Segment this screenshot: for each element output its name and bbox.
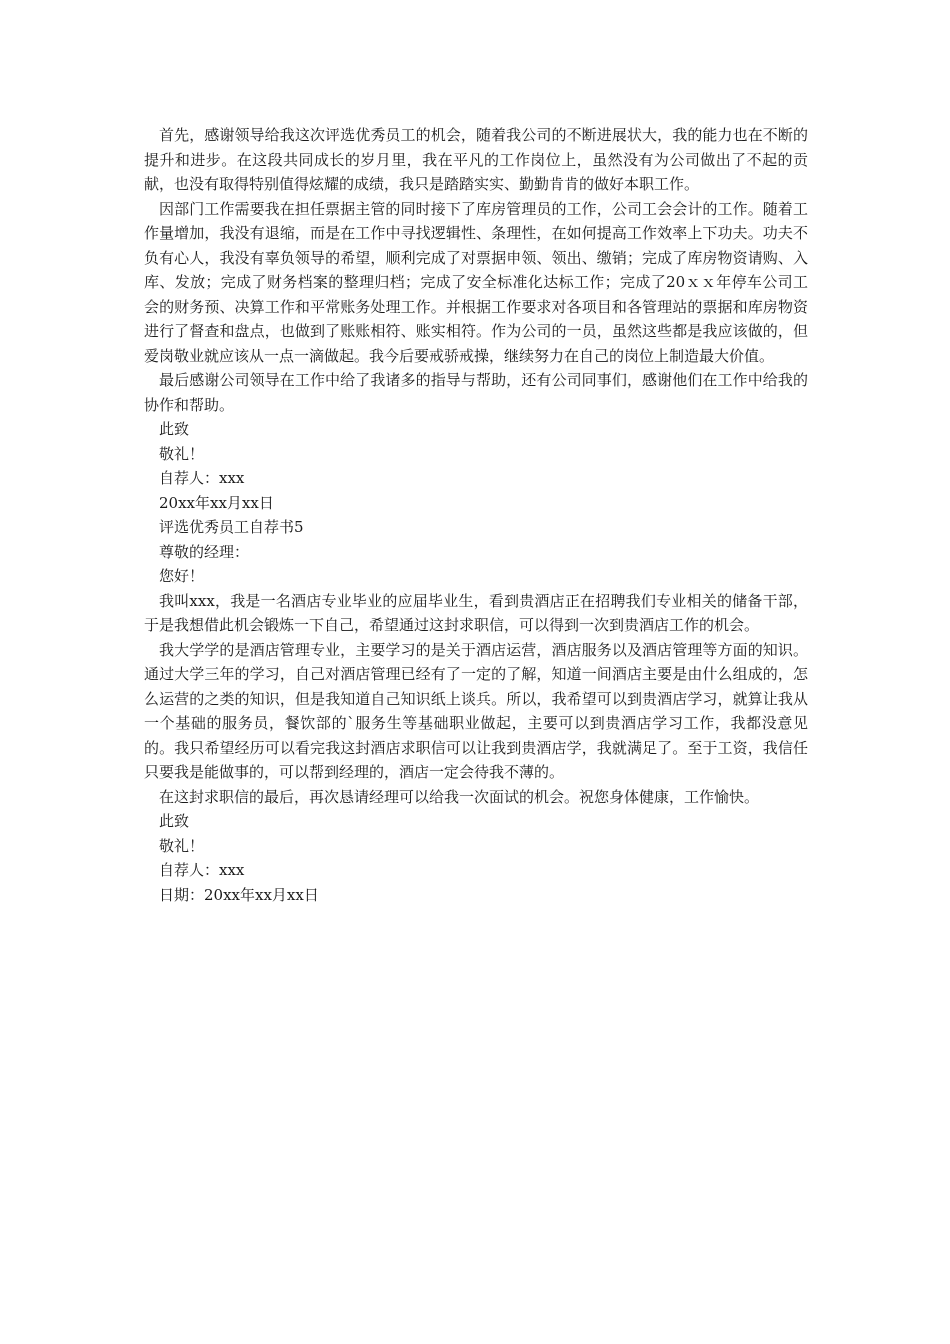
document-body [144, 123, 808, 907]
signature-date: 20xx年xx月xx日 [159, 493, 274, 512]
closing-jingli-2: 敬礼！ [159, 836, 205, 855]
paragraph-closing-request: 在这封求职信的最后，再次恳请经理可以给我一次面试的机会。祝您身体健康，工作愉快。 [159, 787, 760, 806]
signature-recommender: 自荐人：xxx [159, 469, 245, 487]
paragraph-self-intro: 我叫xxx，我是一名酒店专业毕业的应届毕业生，看到贵酒店正在招聘我们专业相关的储备干部，于是我想借此机会锻炼一下自己，希望通过这封求职信，可以得到一次到贵酒店工作的机会。 [144, 591, 808, 634]
greeting: 您好！ [159, 567, 205, 585]
salutation: 尊敬的经理： [159, 542, 250, 561]
signature-recommender-2: 自荐人：xxx [159, 861, 245, 879]
paragraph-thanks-intro: 首先，感谢领导给我这次评选优秀员工的机会，随着我公司的不断进展状大，我的能力也在不断的提升和进步。在这段共同成长的岁月里，我在平凡的工作岗位上，虽然没有为公司做出了不起的贡献，也没有取得特别值得炫耀的成绩，我只是踏踏实实、勤勤肯肯的做好本职工作。 [144, 126, 808, 193]
section-title: 评选优秀员工自荐书5 [159, 518, 304, 536]
paragraph-work-duties: 因部门工作需要我在担任票据主管的同时接下了库房管理员的工作，公司工会会计的工作。随着工作量增加，我没有退缩，而是在工作中寻找逻辑性、条理性，在如何提高工作效率上下功夫。功夫不负有心人，我没有辜负领导的希望，顺利完成了对票据申领、领出、缴销；完成了库房物资请购、入库、发放；完成了财务档案的整理归档；完成了安全标准化达标工作；完成了20ｘｘ年停车公司工会的财务预、决算工作和平常账务处理工作。并根据工作要求对各项目和各管理站的票据和库房物资进行了督查和盘点，也做到了账账相符、账实相符。作为公司的一员，虽然这些都是我应该做的，但爱岗敬业就应该从一点一滴做起。我今后要戒骄戒操，继续努力在自己的岗位上制造最大价值。 [144, 199, 808, 365]
closing-cizhi: 此致 [159, 420, 190, 438]
paragraph-education: 我大学学的是酒店管理专业，主要学习的是关于酒店运营，酒店服务以及酒店管理等方面的知识。通过大学三年的学习，自己对酒店管理已经有了一定的了解，知道一间酒店主要是由什么组成的，怎么运营的之类的知识，但是我知道自己知识纸上谈兵。所以，我希望可以到贵酒店学习，就算让我从一个基础的服务员，餐饮部的`服务生等基础职业做起，主要可以到贵酒店学习工作，我都没意见的。我只希望经历可以看完我这封酒店求职信可以让我到贵酒店学，我就满足了。至于工资，我信任只要我是能做事的，可以帮到经理的，酒店一定会待我不薄的。 [144, 640, 808, 781]
paragraph-final-thanks: 最后感谢公司领导在工作中给了我诸多的指导与帮助，还有公司同事们，感谢他们在工作中给我的协作和帮助。 [144, 371, 808, 414]
signature-date-2: 日期：20xx年xx月xx日 [159, 885, 319, 904]
closing-jingli: 敬礼！ [159, 444, 205, 463]
closing-cizhi-2: 此致 [159, 812, 190, 830]
